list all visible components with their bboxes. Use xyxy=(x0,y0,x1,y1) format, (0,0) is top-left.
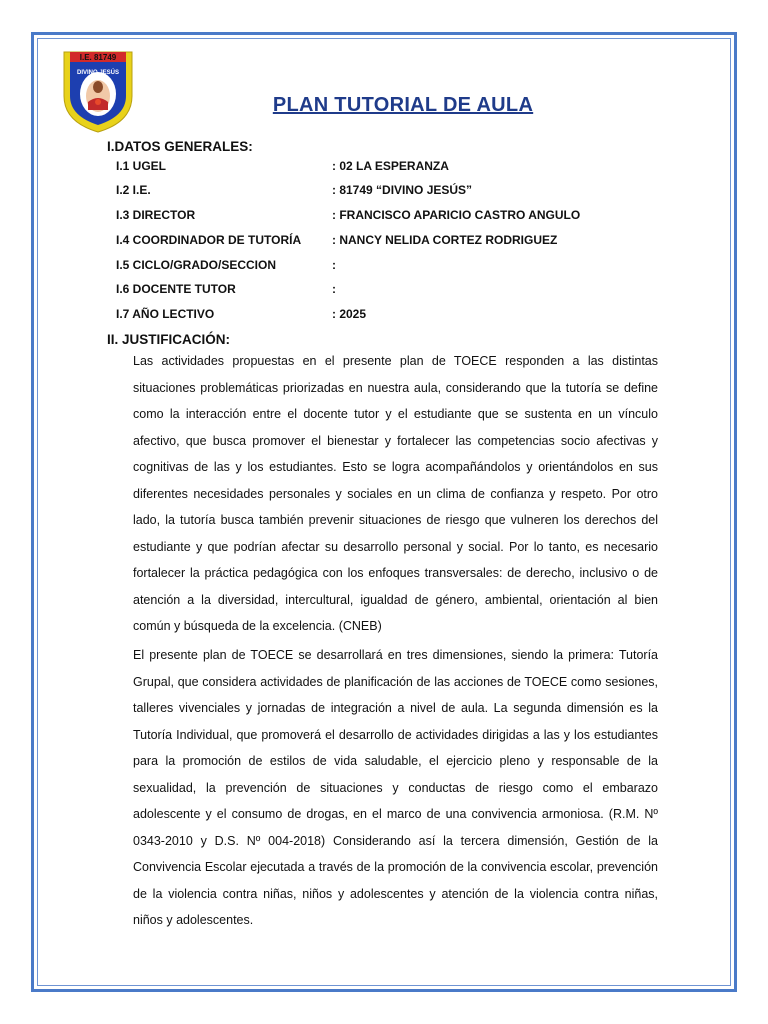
data-row-key: I.1 UGEL xyxy=(116,159,167,173)
data-row-key: I.3 DIRECTOR xyxy=(116,208,196,222)
logo-ring-text: DIVINO JESÚS xyxy=(76,70,120,76)
data-row-ugel xyxy=(116,159,676,177)
data-row-key: I.7 AÑO LECTIVO xyxy=(116,307,215,321)
data-row-value: : 02 LA ESPERANZA xyxy=(332,159,449,173)
section-heading-datos-generales: I.DATOS GENERALES: xyxy=(107,139,253,154)
data-row-value: : xyxy=(332,282,336,296)
data-row-key: I.4 COORDINADOR DE TUTORÍA xyxy=(116,233,302,247)
justification-paragraph-2: El presente plan de TOECE se desarrollará en tres dimensiones, siendo la primera: Tutoría Grupal, que considera actividades de planificación de las acciones de TOECE como sesiones, talleres vivenciales y jornadas de integración a nivel de aula. La segunda dimensión es la Tutoría Individual, que promoverá el desarrollo de actividades dirigidas a las y los estudiantes para la promoción de estilos de vida saludable, el ejercicio pleno y responsable de la sexualidad, la prevención de situaciones y conductas de riesgo como el embarazo adolescente y el consumo de drogas, en el marco de una convivencia armoniosa. (R.M. Nº 0343-2010 y D.S. Nº 004-2018) Considerando así la tercera dimensión, Gestión de la Convivencia Escolar ejecutada a través de la promoción de la convivencia escolar, prevención de la violencia contra niñas, niños y adolescentes y atención de la violencia contra niñas, niños y adolescentes. xyxy=(133,648,658,927)
data-row-key: I.6 DOCENTE TUTOR xyxy=(116,282,236,296)
data-row-docente xyxy=(116,282,676,300)
data-row-anio xyxy=(116,307,676,325)
data-row-value: : FRANCISCO APARICIO CASTRO ANGULO xyxy=(332,208,581,222)
page-title: PLAN TUTORIAL DE AULA xyxy=(272,94,534,116)
data-row-key: I.5 CICLO/GRADO/SECCION xyxy=(116,258,277,272)
data-row-director xyxy=(116,208,676,226)
school-logo xyxy=(60,46,136,134)
section-heading-justificacion: II. JUSTIFICACIÓN: xyxy=(107,332,231,347)
data-row-value: : xyxy=(332,258,336,272)
data-row-value: : NANCY NELIDA CORTEZ RODRIGUEZ xyxy=(332,233,558,247)
data-row-value: : 2025 xyxy=(332,307,367,321)
justification-paragraph-1: Las actividades propuestas en el presente plan de TOECE responden a las distintas situaciones problemáticas priorizadas en nuestra aula, considerando que la tutoría se define como la interacción entre el docente tutor y el estudiante que se sustenta en un vínculo afectivo, que busca promover el bienestar y fortalecer las competencias socio afectivas y cognitivas de las y los estudiantes. Esto se logra acompañándolos y orientándolos en sus diferentes necesidades personales y sociales en un clima de confianza y respeto. Por otro lado, la tutoría busca también prevenir situaciones de riesgo que vulneren los derechos del estudiante y que podrían afectar su desarrollo personal y social. Por lo tanto, es necesario fortalecer la práctica pedagógica con los enfoques transversales: de derecho, inclusivo o de atención a la diversidad, intercultural, igualdad de género, ambiental, orientación al bien común y búsqueda de la excelencia. (CNEB) xyxy=(133,354,658,633)
data-row-coordinador xyxy=(116,233,676,251)
data-row-ie xyxy=(116,183,676,201)
data-row-ciclo xyxy=(116,258,676,276)
data-row-value: : 81749 “DIVINO JESÚS” xyxy=(332,183,473,197)
data-row-key: I.2 I.E. xyxy=(116,183,151,197)
logo-badge-text: I.E. 81749 xyxy=(79,53,117,62)
